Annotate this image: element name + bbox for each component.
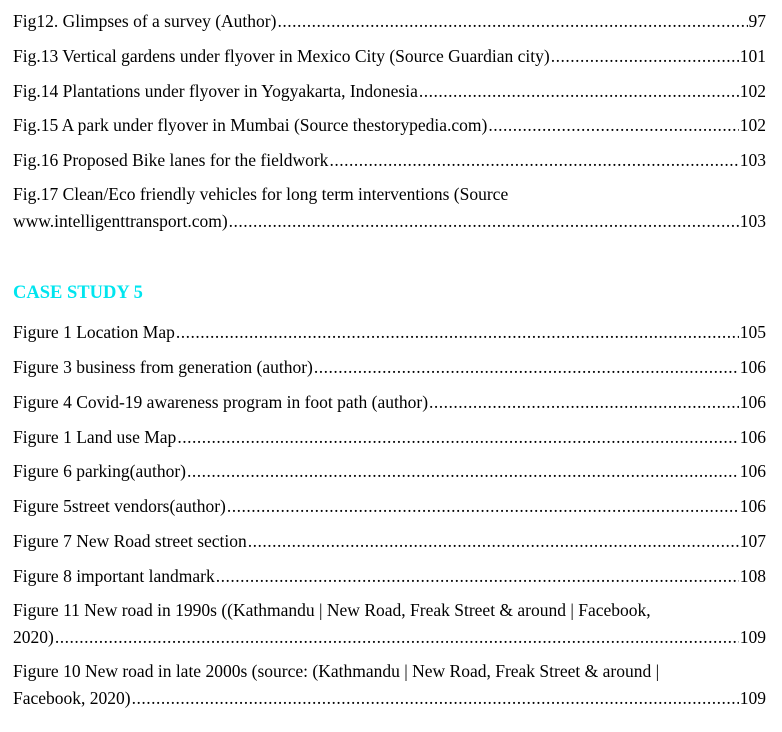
toc-entry-label: Fig.16 Proposed Bike lanes for the fieldwork [13, 150, 329, 170]
toc-entry-label: Figure 6 parking(author) [13, 461, 187, 481]
dot-leader [227, 493, 739, 520]
toc-entry-label-line2: Facebook, 2020) [13, 688, 131, 708]
toc-entry-label-line2: www.intelligenttransport.com) [13, 211, 228, 231]
toc-entry-figure8[interactable] [13, 563, 766, 590]
toc-entry-page: 106 [739, 427, 766, 447]
dot-leader [248, 528, 739, 555]
toc-entry-label: Figure 4 Covid-19 awareness program in foot path (author) [13, 392, 429, 412]
toc-entry-figure4[interactable] [13, 389, 766, 416]
section-heading: CASE STUDY 5 [13, 283, 143, 303]
toc-entry-fig12[interactable] [13, 8, 766, 35]
toc-entry-figure11[interactable] [13, 597, 766, 651]
toc-entry-label: Fig.14 Plantations under flyover in Yogyakarta, Indonesia [13, 81, 418, 101]
toc-entry-label-line1: Figure 10 New road in late 2000s (source: (Kathmandu | New Road, Freak Street & around | [13, 661, 660, 681]
toc-entry-label: Figure 5street vendors(author) [13, 496, 226, 516]
dot-leader [216, 563, 739, 590]
toc-entry-label: Fig.15 A park under flyover in Mumbai (Source thestorypedia.com) [13, 115, 488, 135]
dot-leader [187, 458, 739, 485]
toc-entry-page: 101 [739, 46, 766, 66]
toc-entry-page: 97 [748, 11, 766, 31]
toc-entry-page: 102 [739, 81, 766, 101]
toc-entry-page: 102 [739, 115, 766, 135]
toc-entry-figure1-location[interactable] [13, 319, 766, 346]
dot-leader [132, 685, 739, 712]
toc-entry-label-line2: 2020) [13, 627, 54, 647]
toc-entry-label: Figure 3 business from generation (author) [13, 357, 313, 377]
dot-leader [429, 389, 739, 416]
toc-entry-page: 105 [739, 322, 766, 342]
toc-entry-fig15[interactable] [13, 112, 766, 139]
toc-entry-label: Figure 1 Location Map [13, 322, 175, 342]
toc-entry-figure7[interactable] [13, 528, 766, 555]
toc-entry-page: 109 [739, 627, 766, 647]
toc-entry-page: 107 [739, 531, 766, 551]
toc-entry-label: Figure 1 Land use Map [13, 427, 177, 447]
toc-entry-page: 109 [739, 688, 766, 708]
toc-entry-page: 108 [739, 566, 766, 586]
dot-leader [551, 43, 739, 70]
toc-entry-page: 103 [739, 211, 766, 231]
toc-entry-label-line1: Figure 11 New road in 1990s ((Kathmandu | New Road, Freak Street & around | Facebook, [13, 600, 651, 620]
toc-entry-figure1-landuse[interactable] [13, 424, 766, 451]
toc-entry-page: 106 [739, 357, 766, 377]
toc-entry-figure5[interactable] [13, 493, 766, 520]
dot-leader [55, 624, 739, 651]
toc-entry-fig14[interactable] [13, 78, 766, 105]
toc-entry-page: 106 [739, 461, 766, 481]
toc-entry-figure3[interactable] [13, 354, 766, 381]
toc-entry-label: Fig12. Glimpses of a survey (Author) [13, 11, 277, 31]
toc-entry-figure10[interactable] [13, 658, 766, 712]
dot-leader [176, 319, 739, 346]
toc-entry-label: Figure 8 important landmark [13, 566, 215, 586]
toc-entry-fig13[interactable] [13, 43, 766, 70]
toc-entry-page: 103 [739, 150, 766, 170]
dot-leader [488, 112, 738, 139]
toc-entry-label-line1: Fig.17 Clean/Eco friendly vehicles for long term interventions (Source [13, 184, 509, 204]
dot-leader [229, 208, 739, 235]
toc-entry-page: 106 [739, 392, 766, 412]
toc-entry-fig17[interactable] [13, 181, 766, 235]
dot-leader [314, 354, 739, 381]
dot-leader [419, 78, 739, 105]
toc-entry-fig16[interactable] [13, 147, 766, 174]
toc-entry-label: Figure 7 New Road street section [13, 531, 247, 551]
toc-entry-page: 106 [739, 496, 766, 516]
dot-leader [277, 8, 747, 35]
dot-leader [177, 424, 738, 451]
toc-entry-label: Fig.13 Vertical gardens under flyover in Mexico City (Source Guardian city) [13, 46, 550, 66]
dot-leader [329, 147, 738, 174]
toc-entry-figure6[interactable] [13, 458, 766, 485]
